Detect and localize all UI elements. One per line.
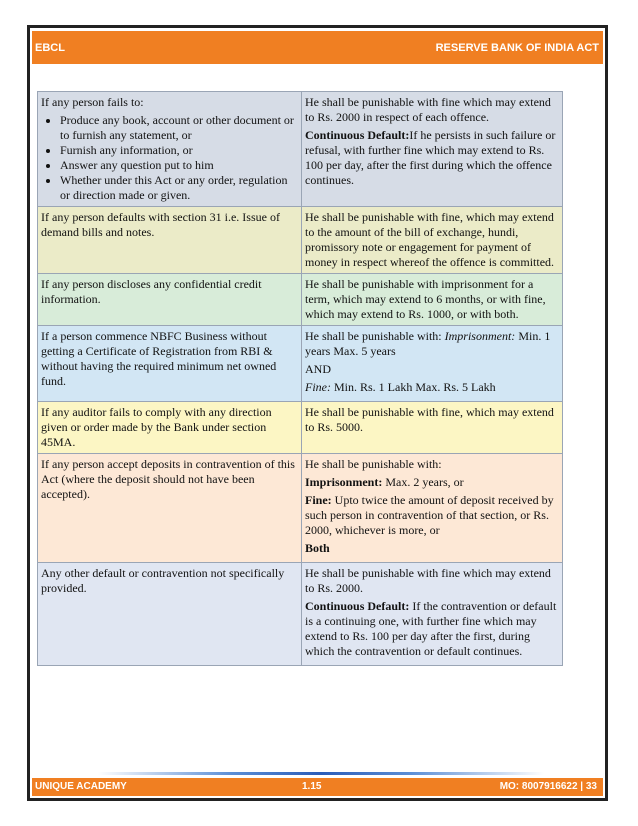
table-row (38, 454, 563, 563)
footer-right-text: MO: 8007916622 | 33 (499, 781, 597, 792)
footer-left-text: UNIQUE ACADEMY (35, 781, 127, 792)
penalty-cell (302, 454, 563, 563)
offence-cell (38, 207, 302, 274)
page-footer (32, 778, 603, 796)
both-text: Both (305, 541, 330, 555)
penalty-cell (302, 274, 563, 326)
offence-list (41, 113, 299, 203)
offence-cell (38, 454, 302, 563)
penalty-cell (302, 563, 563, 666)
imprisonment-label: Imprisonment: (305, 475, 383, 489)
offence-cell (38, 326, 302, 402)
offence-text: If any person accept deposits in contravention of this Act (where the deposit should not have been accepted). (41, 457, 295, 501)
penalty-cell (302, 92, 563, 207)
continuous-default-label: Continuous Default: (305, 599, 410, 613)
penalty-text: He shall be punishable with fine, which may extend to the amount of the bill of exchange, hundi, promissory note or engagement for payment of money in respect whereof the offence is committed. (305, 210, 555, 269)
imprisonment-text: Max. 2 years, or (382, 475, 464, 489)
list-item: • Produce any book, account or other document or to furnish any statement, or (60, 113, 299, 143)
penalty-text: He shall be punishable with: (305, 457, 442, 471)
list-item: • Furnish any information, or (60, 143, 299, 158)
penalty-text (305, 475, 560, 490)
header-left-text: EBCL (35, 41, 65, 54)
table-row (38, 402, 563, 454)
imprisonment-text: Min. 1 years Max. 5 years (305, 329, 551, 358)
and-text: AND (305, 362, 331, 376)
list-item: • Answer any question put to him (60, 158, 299, 173)
table-row (38, 92, 563, 207)
offence-text: If any auditor fails to comply with any direction given or order made by the Bank under section 45MA. (41, 405, 272, 449)
offence-cell (38, 402, 302, 454)
penalty-cell (302, 402, 563, 454)
penalty-text: He shall be punishable with fine which may extend to Rs. 2000. (305, 566, 551, 595)
offence-text: If any person defaults with section 31 i.e. Issue of demand bills and notes. (41, 210, 280, 239)
footer-page-number: 1.15 (302, 781, 322, 792)
fine-text: Min. Rs. 1 Lakh Max. Rs. 5 Lakh (331, 380, 496, 394)
offence-intro: If any person fails to: (41, 95, 144, 109)
penalty-text (305, 329, 560, 359)
table-row (38, 326, 563, 402)
table-row (38, 207, 563, 274)
footer-divider (98, 772, 544, 775)
page-header (32, 31, 603, 64)
penalty-text (305, 380, 560, 395)
penalty-intro: He shall be punishable with: (305, 329, 445, 343)
continuous-default-text: If the contravention or default is a continuing one, with further fine which may extend to Rs. 100 per day after the first, during which the contravention or default continues. (305, 599, 557, 658)
fine-text: Upto twice the amount of deposit received by such person in contravention of that section, or Rs. 2000, whichever is more, or (305, 493, 554, 537)
fine-label: Fine: (305, 380, 331, 394)
continuous-default-text: If he persists in such failure or refusal, with further fine which may extend to Rs. 100 per day, after the first during which the offence continues. (305, 128, 556, 187)
offence-cell (38, 563, 302, 666)
offence-cell (38, 274, 302, 326)
penalty-text: He shall be punishable with imprisonment for a term, which may extend to 6 months, or with fine, which may extend to Rs. 1000, or with both. (305, 277, 546, 321)
penalty-table (37, 91, 563, 666)
penalty-text (305, 493, 560, 538)
penalty-cell (302, 207, 563, 274)
table-row (38, 563, 563, 666)
continuous-default-label: Continuous Default: (305, 128, 410, 142)
penalty-text (305, 599, 560, 659)
penalty-text (305, 128, 560, 188)
fine-label: Fine: (305, 493, 332, 507)
offence-cell (38, 92, 302, 207)
penalty-cell (302, 326, 563, 402)
offence-text: Any other default or contravention not specifically provided. (41, 566, 285, 595)
table-row (38, 274, 563, 326)
offence-text: If any person discloses any confidential credit information. (41, 277, 262, 306)
header-right-text: RESERVE BANK OF INDIA ACT (435, 41, 599, 54)
offence-text: If a person commence NBFC Business without getting a Certificate of Registration from RBI & without having the required minimum net owned fund. (41, 329, 277, 388)
penalty-text: He shall be punishable with fine, which may extend to Rs. 5000. (305, 405, 554, 434)
imprisonment-label: Imprisonment: (444, 329, 516, 343)
list-item: • Whether under this Act or any order, regulation or direction made or given. (60, 173, 299, 203)
penalty-text: He shall be punishable with fine which may extend to Rs. 2000 in respect of each offence. (305, 95, 551, 124)
